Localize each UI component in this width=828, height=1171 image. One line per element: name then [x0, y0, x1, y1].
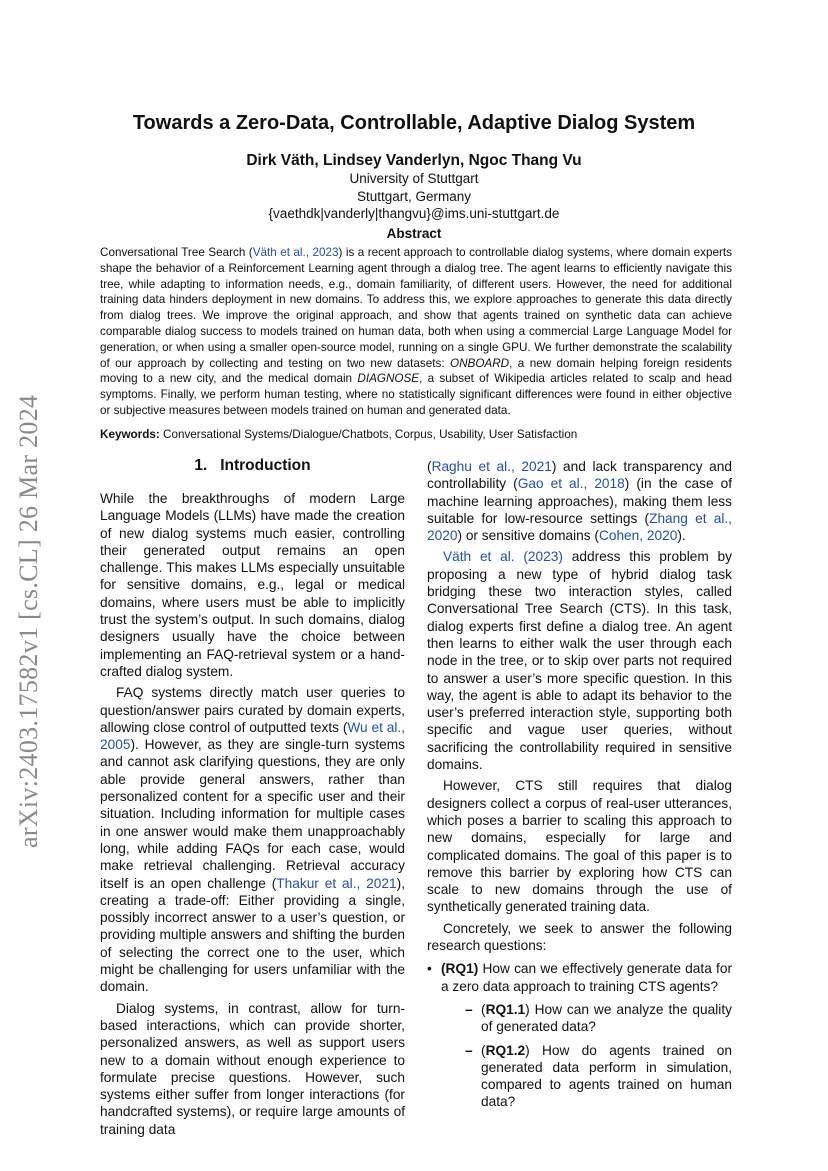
- authors: Dirk Väth, Lindsey Vanderlyn, Ngoc Thang Vu: [246, 152, 582, 169]
- right-column: [427, 458, 732, 1117]
- keywords-text: Conversational Systems/Dialogue/Chatbots, Corpus, Usability, User Satisfaction: [163, 428, 578, 441]
- paragraph: FAQ systems directly match user queries to question/answer pairs curated by domain experts, allowing close control of outputted texts (Wu et al., 2005). However, as they are single-turn systems and cannot ask clarifying questions, they are only able provide general answers, rather than personalized content for a specific user and their situation. Including information for multiple cases in one answer would make them unapproachably long, while adding FAQs for each case, would make retrieval challenging. Retrieval accuracy itself is an open challenge (Thakur et al., 2021), creating a trade-off: Either providing a single, possibly incorrect answer to a user’s question, or providing multiple answers and shifting the burden of selecting the correct one to the user, which might be challenging for users unfamiliar with the domain.: [100, 685, 406, 995]
- keywords: [100, 428, 732, 441]
- affiliation-location: Stuttgart, Germany: [356, 189, 472, 204]
- arxiv-side-label: arXiv:2403.17582v1 [cs.CL] 26 Mar 2024: [14, 394, 43, 848]
- paper-title: Towards a Zero-Data, Controllable, Adaptive Dialog System: [132, 112, 696, 134]
- dash-icon: –: [465, 1042, 473, 1058]
- list-item: – (RQ1.2) How do agents trained on generated data perform in simulation, compared to agents trained on human data?: [465, 1042, 732, 1110]
- citation-link[interactable]: Väth et al. (2023): [443, 549, 563, 565]
- section-heading-introduction: 1. Introduction: [194, 457, 311, 474]
- citation-link[interactable]: Wu et al., 2005: [100, 719, 405, 753]
- author-emails[interactable]: {vaethdk|vanderly|thangvu}@ims.uni-stuttgart.de: [268, 206, 560, 221]
- sub-questions-list: [441, 1001, 732, 1111]
- paragraph: (Raghu et al., 2021) and lack transparency and controllability (Gao et al., 2018) (in the case of machine learning approaches), making them less suitable for low-resource settings (Zhang et al., 2020) or sensitive domains (Cohen, 2020).: [427, 459, 732, 544]
- dash-icon: –: [465, 1001, 473, 1017]
- paragraph: Concretely, we seek to answer the following research questions:: [427, 920, 732, 954]
- paragraph: Dialog systems, in contrast, allow for turn-based interactions, which can provide shorter, personalized answers, as well as support users new to a domain without enough experience to formulate precise questions. However, such systems either suffer from longer interactions (for handcrafted systems), or require large amounts of training data: [100, 1000, 405, 1137]
- citation-link[interactable]: Thakur et al., 2021: [276, 875, 397, 891]
- abstract-heading: Abstract: [386, 226, 442, 241]
- citation-link[interactable]: Gao et al., 2018: [517, 476, 625, 492]
- paragraph: However, CTS still requires that dialog designers collect a corpus of real-user utterances, which poses a barrier to scaling this approach to new domains, especially for large and complicated domains. The goal of this paper is to remove this barrier by exploring how CTS can scale to new domains through the use of synthetically generated training data.: [427, 778, 732, 915]
- keywords-label: Keywords:: [100, 428, 160, 441]
- abstract-body: Conversational Tree Search (Väth et al., 2023) is a recent approach to controllable dialog systems, where domain experts shape the behavior of a Reinforcement Learning agent through a dialog tree. The agent learns to efficiently navigate this tree, while adapting to information needs, e.g., domain familiarity, of different users. However, the need for additional training data hinders deployment in new domains. To address this, we explore approaches to generate this data directly from dialog trees. We improve the original approach, and show that agents trained on synthetic data can achieve comparable dialog success to models trained on human data, both when using a commercial Large Language Model for generation, or when using a smaller open-source model, running on a single GPU. We further demonstrate the scalability of our approach by collecting and testing on two new datasets: ONBOARD, a new domain helping foreign residents moving to a new city, and the medical domain DIAGNOSE, a subset of Wikipedia articles related to scalp and head symptoms. Finally, we perform human testing, where no statistically significant differences were found in either objective or subjective measures between models trained on human and generated data.: [100, 246, 733, 417]
- list-item: – (RQ1.1) How can we analyze the quality of generated data?: [465, 1001, 732, 1035]
- list-item: • (RQ1) How can we effectively generate data for a zero data approach to training CTS agents? – (RQ1.1) How can we analyze the quality of generated data? – (RQ1.2) How do agents trained on generated data perform in simulation, compared to agents trained on human data?: [427, 961, 732, 1110]
- paragraph: While the breakthroughs of modern Large Language Models (LLMs) have made the creation of new dialog systems much easier, controlling their generated output remains an open challenge. This makes LLMs especially unsuitable for sensitive domains, e.g., legal or medical domains, where users must be able to implicitly trust the system’s output. In such domains, dialog designers usually have the choice between implementing an FAQ-retrieval system or a hand-crafted dialog system.: [100, 491, 405, 679]
- citation-link[interactable]: Zhang et al., 2020: [427, 510, 732, 544]
- research-questions-list: [427, 960, 732, 1110]
- left-column: [100, 490, 405, 1142]
- citation-link[interactable]: Väth et al., 2023: [252, 246, 339, 259]
- citation-link[interactable]: Raghu et al., 2021: [431, 459, 552, 474]
- bullet-icon: •: [427, 961, 432, 977]
- paragraph: Väth et al. (2023) address this problem by proposing a new type of hybrid dialog task bridging these two interaction styles, called Conversational Tree Search (CTS). In this task, dialog experts first define a dialog tree. An agent then learns to either walk the user through each node in the tree, or to skip over parts not required to answer a user’s more specific question. In this way, the agent is able to adapt its behavior to the user’s preferred interaction style, supporting both specific and vague user queries, without sacrificing the controllability required in sensitive domains.: [427, 549, 732, 773]
- citation-link[interactable]: Cohen, 2020: [598, 528, 678, 544]
- affiliation-university: University of Stuttgart: [349, 171, 479, 186]
